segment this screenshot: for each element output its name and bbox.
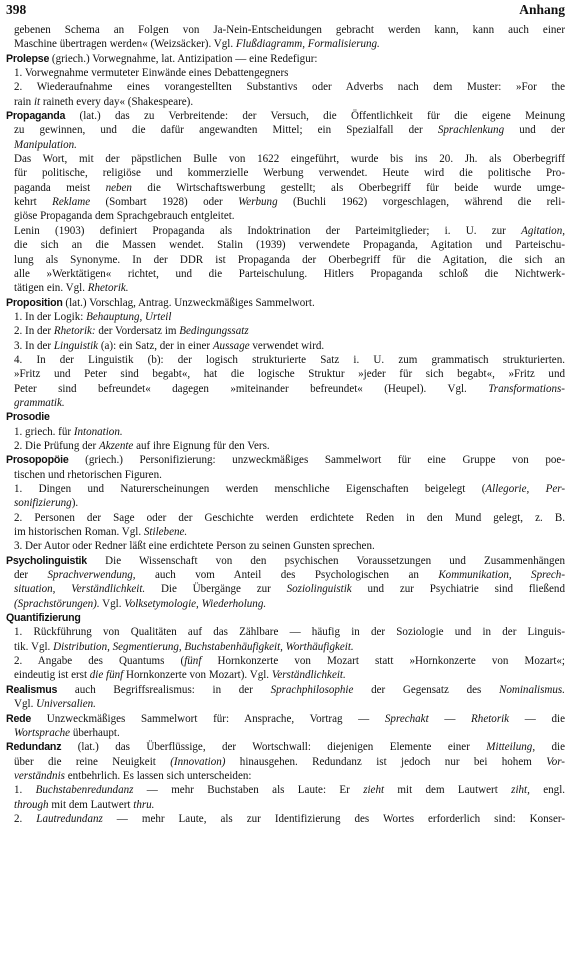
line-text: »Fritz und Peter sind begabt«, hat die logische Struktur »jeder für sich begabt«, »Fritz und [14,368,565,381]
line-text: 1. Dingen und Naturerscheinungen werden menschliche Eigenschaften beigelegt (Allegorie, Per- [14,483,565,495]
headword: Prolepse [6,52,50,65]
headword: Prosopopöie [6,454,69,467]
text-line [6,525,565,539]
text-line [6,726,565,740]
text-line [6,539,565,553]
text-line [6,382,565,396]
line-text: 3. Der Autor oder Redner läßt eine erdichtete Person zu seinen Gunsten sprechen. [14,540,375,553]
text-line [6,267,565,281]
line-text: im historischen Roman. Vgl. Stilebene. [14,526,188,539]
entry-headword-line [6,683,565,697]
line-text: paganda meist neben die Wirtschaftswerbung gestellt; als Oberbegriff für beide wurde umge- [14,181,565,194]
line-text: für politische, religiöse und kommerzielle Werbung verwendet. Heute wird die politische Pro- [14,167,565,180]
text-line [6,625,565,639]
text-line [6,496,565,510]
text-line [6,798,565,812]
page-header [6,2,565,22]
text-line [6,195,565,209]
entry-headword-line [6,554,565,568]
line-text: lung als Synonyme. In der DDR ist Propaganda der Oberbegriff für die Agitation, die sich an [14,253,565,266]
text-line [6,439,565,453]
text-line [6,812,565,826]
entry-headword-line [6,109,565,123]
text-line [6,224,565,238]
line-text: 3. In der Linguistik (a): ein Satz, der in einer Aussage verwendet wird. [14,339,325,352]
text-line [6,482,565,496]
text-line [6,95,565,109]
headword: Realismus [6,683,58,696]
text-line [6,166,565,180]
entry-text [6,23,565,826]
line-text: rain it raineth every day« (Shakespeare). [14,95,194,108]
text-line [6,66,565,80]
line-text: tätigen ein. Vgl. Rhetorik. [14,282,129,295]
text-line [6,640,565,654]
text-line [6,339,565,353]
text-line [6,697,565,711]
line-text: Maschine übertragen werden« (Weizsäcker). Vgl. Flußdiagramm, Formalisierung. [14,38,380,51]
text-line [6,310,565,324]
line-text: 2. Personen der Sage oder der Geschichte werden erdichtete Reden in den Mund gelegt, z. B. [14,511,565,524]
line-text: (lat.) Vorschlag, Antrag. Unzweckmäßiges Sammelwort. [62,296,315,309]
text-line [6,181,565,195]
line-text: eindeutig ist erst die fünf Hornkonzerte von Mozart). Vgl. Verständlichkeit. [14,669,346,682]
line-text: sonifizierung). [14,497,79,510]
text-line [6,324,565,338]
line-text: tik. Vgl. Distribution, Segmentierung, Buchstabenhäufigkeit, Worthäufigkeit. [14,640,354,653]
line-text: Wortsprache überhaupt. [14,726,120,739]
line-text: grammatik. [14,396,65,409]
line-text: Unzweckmäßiges Sammelwort für: Ansprache, Vortrag — Sprechakt — Rhetorik — die [31,712,565,725]
text-line [6,80,565,94]
line-text: 1. In der Logik: Behauptung, Urteil [14,310,172,323]
text-line [6,37,565,51]
line-text: alle »Werktätigen« richtet, und die Parteischulung. Hitlers Propaganda schloß die Nichtwerk- [14,267,565,280]
entry-headword-line [6,712,565,726]
text-line [6,23,565,37]
entry-headword-line [6,52,565,66]
line-text: zu gewinnen, und die dafür angewandten Mittel; ein Spezialfall der Sprachlenkung und der [14,124,565,137]
line-text: 2. Wiederaufnahme eines vorangestellten Substantivs oder Adverbs nach dem Muster: »For the [14,81,565,94]
line-text: situation, Verständlichkeit. Die Übergänge zur Soziolinguistik und zur Psychiatrie sind fließend [14,583,565,596]
entry-headword-line [6,453,565,467]
entry-headword-line [6,611,565,625]
entry-headword-line [6,296,565,310]
line-text: 2. Lautredundanz — mehr Laute, als zur Identifizierung des Wortes erforderlich sind: Konser- [14,812,565,825]
text-line [6,568,565,582]
line-text: 1. griech. für Intonation. [14,425,123,438]
text-line [6,597,565,611]
line-text: 1. Rückführung von Qualitäten auf das Zählbare — häufig in der Soziologie und in der Linguis- [14,626,565,639]
text-line [6,769,565,783]
text-line [6,367,565,381]
line-text: kehrt Reklame (Sombart 1928) oder Werbung (Buchli 1962) vorgeschlagen, während die reli- [14,196,565,209]
text-line [6,353,565,367]
line-text: (lat.) das Überflüssige, der Wortschwall: diejenigen Elemente einer Mitteilung, die [61,741,565,754]
text-line [6,468,565,482]
line-text: 1. Buchstabenredundanz — mehr Buchstaben als Laute: Er zieht mit dem Lautwert ziht, engl. [14,784,565,797]
entry-headword-line [6,410,565,424]
text-line [6,253,565,267]
text-line [6,654,565,668]
line-text: Lenin (1903) definiert Propaganda als Indoktrination der Parteimitglieder; i. U. zur Agitation, [14,224,565,237]
headword: Proposition [6,296,63,309]
text-line [6,238,565,252]
text-line [6,425,565,439]
text-line [6,396,565,410]
line-text: 1. Vorwegnahme vermuteter Einwände eines Debattengegners [14,67,289,80]
headword: Propaganda [6,110,66,123]
line-text: auch Begriffsrealismus: in der Sprachphilosophie der Gegensatz des Nominalismus. [57,683,565,696]
text-line [6,511,565,525]
text-line [6,582,565,596]
line-text: (lat.) das zu Verbreitende: der Versuch, die Öffentlichkeit für die eigene Meinung [65,110,565,123]
line-text: 4. In der Linguistik (b): der logisch strukturierte Satz i. U. zum grammatisch strukturierten. [14,353,565,366]
line-text: tischen und rhetorischen Figuren. [14,468,162,481]
line-text: die sich an die Massen wendet. Stalin (1939) verwendete Propaganda, Agitation und Parteischu- [14,239,565,252]
headword: Psycholinguistik [6,554,87,567]
entry-headword-line [6,740,565,754]
line-text: (griech.) Personifizierung: unzweckmäßiges Sammelwort für eine Gruppe von poe- [68,454,565,467]
headword: Rede [6,712,32,725]
text-line [6,783,565,797]
line-text: gebenen Schema an Folgen von Ja-Nein-Entscheidungen gebracht werden kann, kann auch einer [14,24,565,36]
headword: Quantifizierung [6,612,81,625]
text-line [6,123,565,137]
line-text: (griech.) Vorwegnahme, lat. Antizipation — eine Redefigur: [49,52,318,65]
text-line [6,209,565,223]
line-text: 2. Die Prüfung der Akzente auf ihre Eignung für den Vers. [14,439,270,452]
line-text: Das Wort, mit der päpstlichen Bulle von 1622 eingeführt, wurde bis ins 20. Jh. als Oberbegriff [14,153,565,166]
line-text: verständnis entbehrlich. Es lassen sich unterscheiden: [14,769,252,782]
line-text: (Sprachstörungen). Vgl. Volksetymologie, Wiederholung. [14,597,267,610]
page-number: 398 [6,2,27,17]
text-line [6,152,565,166]
line-text: über die reine Neuigkeit (Innovation) hinausgehen. Redundanz ist jedoch nur bei hohem Vor- [14,755,565,768]
text-line [6,138,565,152]
line-text: Die Wissenschaft von den psychischen Voraussetzungen und Zusammenhängen [86,554,565,567]
line-text: Vgl. Universalien. [14,698,96,711]
line-text: 2. Angabe des Quantums (fünf Hornkonzerte von Mozart statt »Hornkonzerte von Mozart«; [14,655,565,668]
line-text: der Sprachverwendung, auch vom Anteil des Psychologischen an Kommunikation, Sprech- [14,569,565,582]
text-line [6,668,565,682]
line-text: giöse Propaganda dem Sprachgebrauch entgleitet. [14,210,235,223]
text-line [6,281,565,295]
line-text: 2. In der Rhetorik: der Vordersatz im Bedingungssatz [14,325,249,338]
section-title: Anhang [519,2,565,17]
headword: Prosodie [6,411,50,424]
text-line [6,755,565,769]
line-text: Manipulation. [14,138,77,151]
line-text: through mit dem Lautwert thru. [14,798,155,811]
line-text: Peter sind befreundet« dagegen »miteinander befreundet« (Heupel). Vgl. Transformations- [14,382,565,395]
headword: Redundanz [6,741,62,754]
